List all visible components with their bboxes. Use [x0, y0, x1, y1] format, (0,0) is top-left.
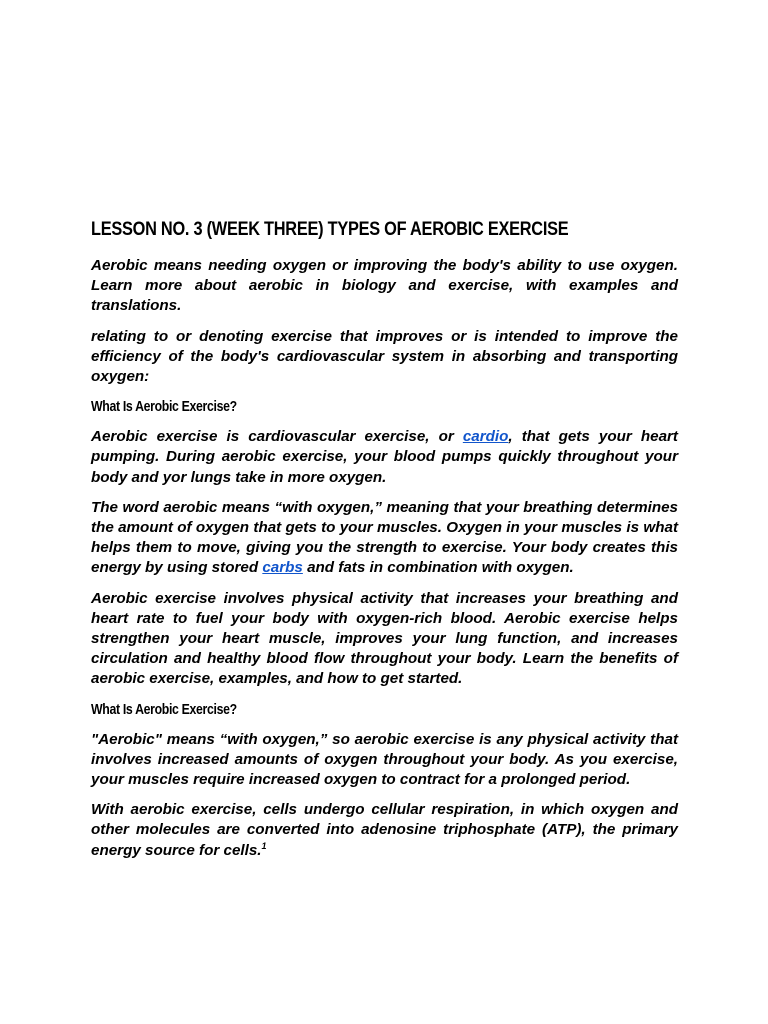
section-heading-1: What Is Aerobic Exercise? — [91, 398, 237, 416]
section-heading-2: What Is Aerobic Exercise? — [91, 700, 237, 718]
section1-p1-text-after: , that gets your heart pumping. During aerobic exercise, your blood pumps quickly throughout your body and yor lungs take in more oxygen. — [91, 428, 678, 486]
section1-paragraph-2 — [91, 498, 678, 579]
footnote-marker[interactable]: 1 — [261, 840, 267, 851]
intro-paragraph-1: Aerobic means needing oxygen or improving the body's ability to use oxygen. Learn more about aerobic in biology and exercise, with examples and translations. — [91, 257, 678, 315]
section1-paragraph-3: Aerobic exercise involves physical activity that increases your breathing and heart rate to fuel your body with oxygen-rich blood. Aerobic exercise helps strengthen your heart muscle, improves your lung function, and increases circulation and healthy blood flow throughout your body. Learn the benefits of aerobic exercise, examples, and how to get started. — [91, 589, 678, 688]
section2-paragraph-2 — [91, 800, 678, 861]
section1-paragraph-1 — [91, 427, 678, 488]
section2-p2-text: With aerobic exercise, cells undergo cellular respiration, in which oxygen and other molecules are converted into adenosine triphosphate (ATP), the primary energy source for cells. — [91, 801, 678, 859]
cardio-link[interactable]: cardio — [462, 428, 509, 446]
section2-paragraph-1: "Aerobic" means “with oxygen,” so aerobic exercise is any physical activity that involves increased amounts of oxygen throughout your body. As you exercise, your muscles require increased oxygen to contract for a prolonged period. — [91, 730, 678, 789]
intro-paragraph-2: relating to or denoting exercise that improves or is intended to improve the efficiency of the body's cardiovascular system in absorbing and transporting oxygen: — [91, 327, 678, 386]
section1-p2-text-after: and fats in combination with oxygen. — [302, 559, 574, 577]
section1-p1-text-before: Aerobic exercise is cardiovascular exercise, or — [91, 428, 463, 446]
document-page — [91, 216, 678, 871]
lesson-title: LESSON NO. 3 (WEEK THREE) TYPES OF AEROBIC EXERCISE — [91, 219, 569, 240]
section1-p2-text-before: The word aerobic means “with oxygen,” meaning that your breathing determines the amount of oxygen that gets to your muscles. Oxygen in your muscles is what helps them to move, giving you the strength to exercise. Your body creates this energy by using stored — [91, 498, 678, 577]
carbs-link[interactable]: carbs — [262, 559, 303, 577]
